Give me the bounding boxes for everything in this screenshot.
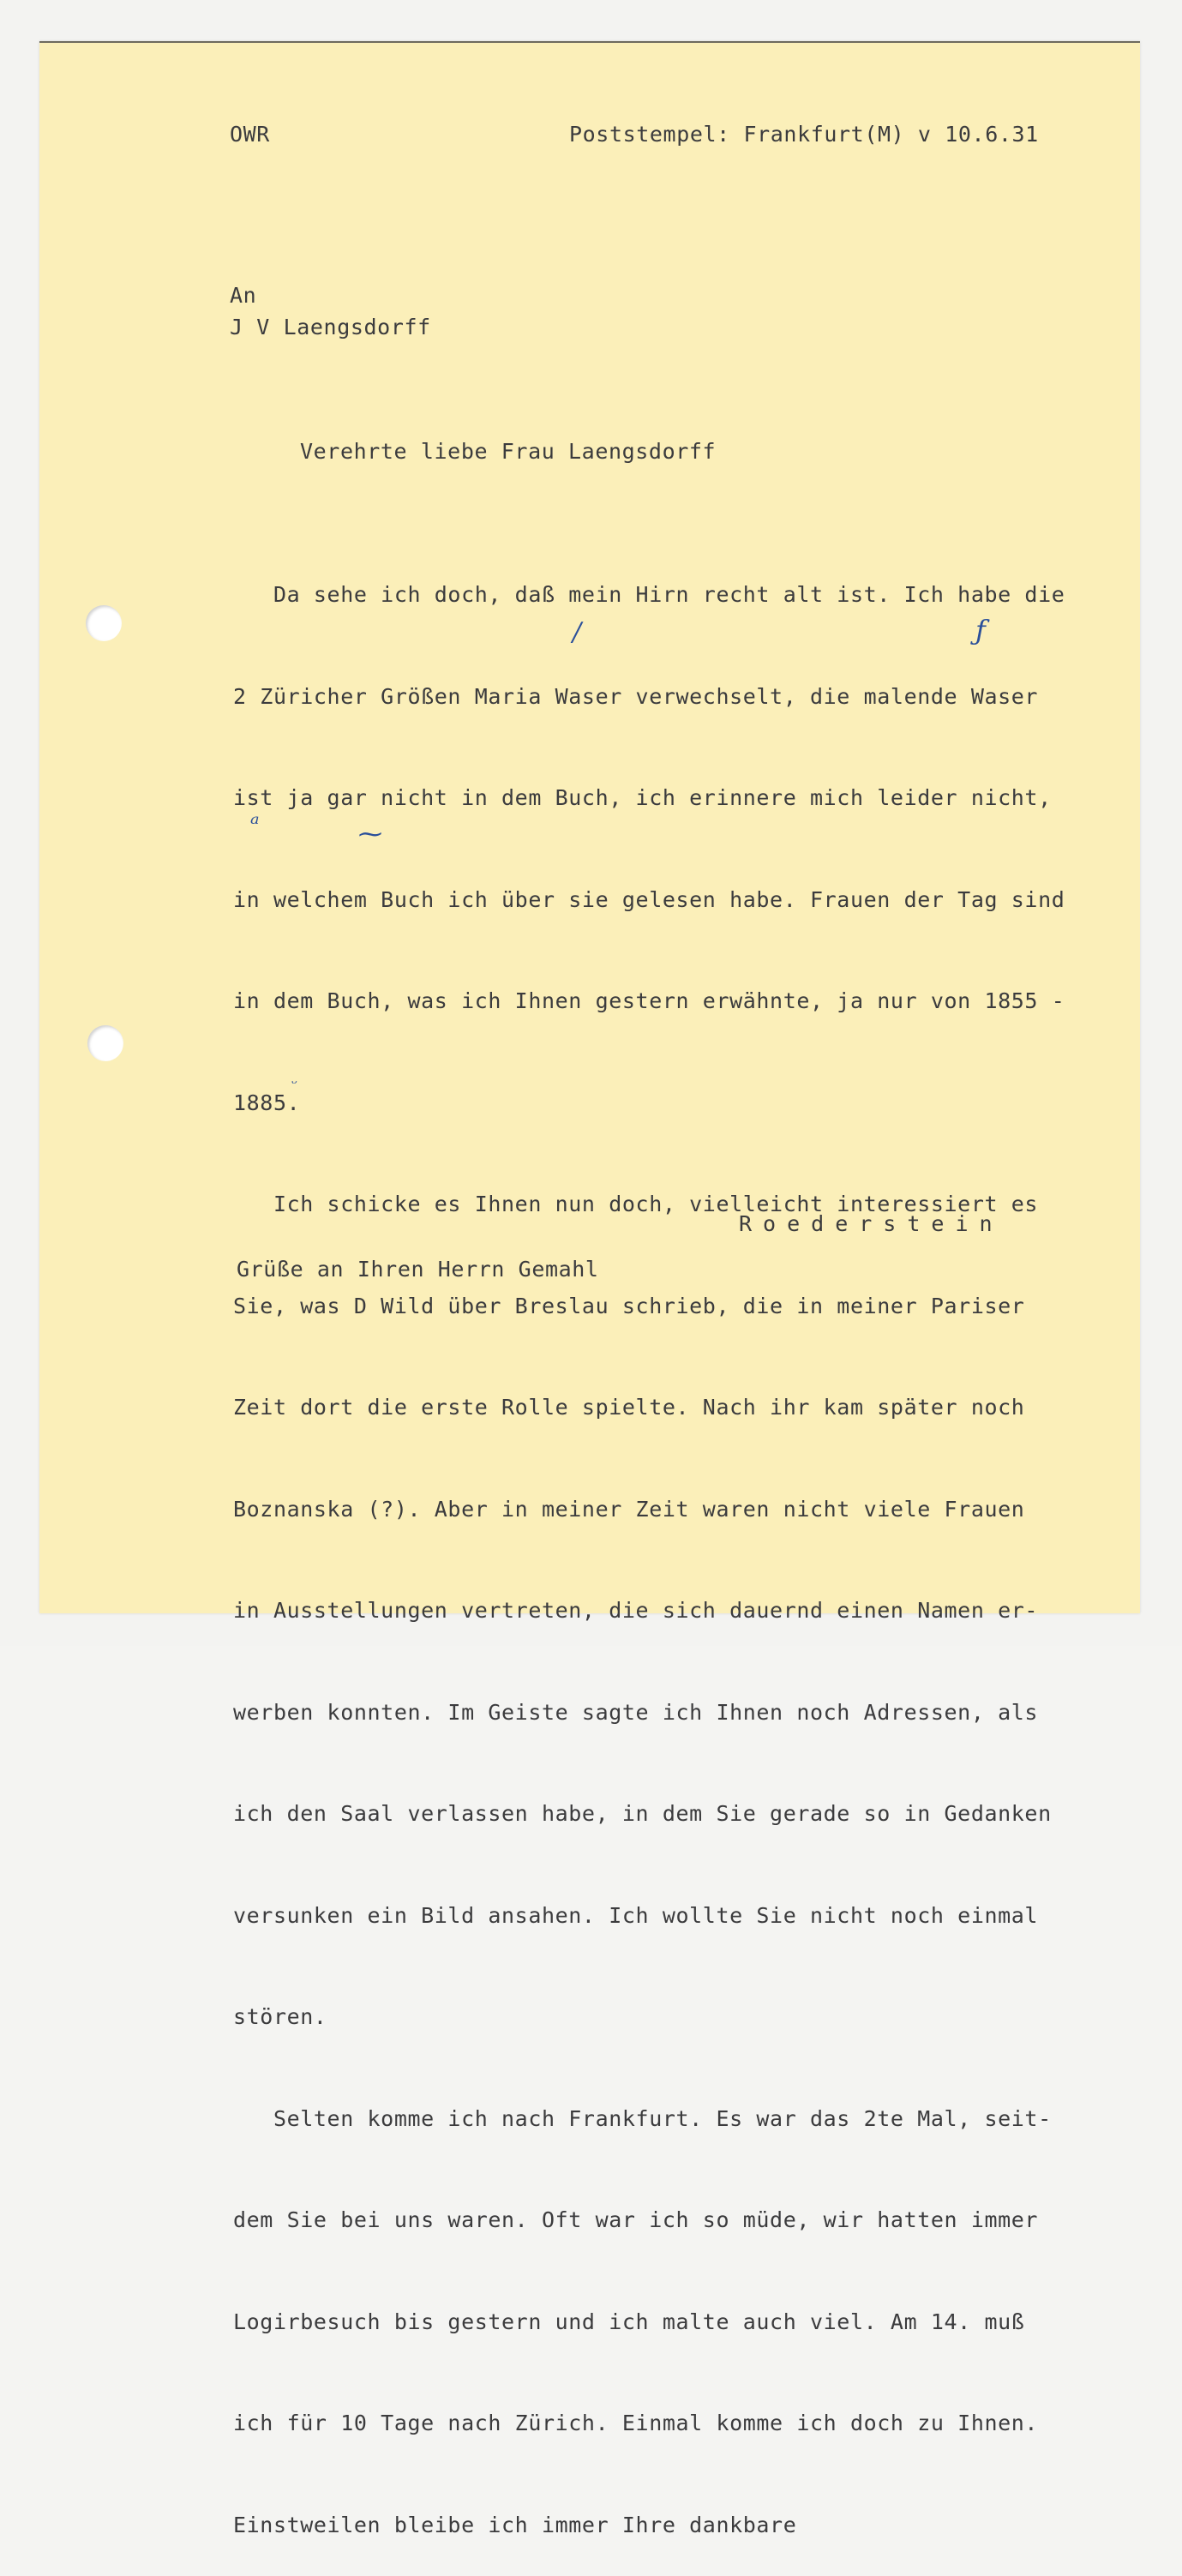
body-line: stören.: [233, 2004, 327, 2029]
body-line: Zeit dort die erste Rolle spielte. Nach ihr kam später noch: [233, 1395, 1025, 1420]
body-line: versunken ein Bild ansahen. Ich wollte Sie nicht noch einmal: [233, 1902, 1039, 1928]
archive-code: OWR: [230, 122, 270, 147]
body-line: ist ja gar nicht in dem Buch, ich erinnere mich leider nicht,: [233, 785, 1052, 810]
handwritten-query-mark: ⁓: [358, 820, 382, 848]
body-line: ich den Saal verlassen habe, in dem Sie gerade so in Gedanken: [233, 1801, 1052, 1826]
body-line: werben konnten. Im Geiste sagte ich Ihnen noch Adressen, als: [233, 1699, 1039, 1725]
handwritten-insertion-mark: ᵃ: [250, 809, 260, 838]
postmark-line: Poststempel: Frankfurt(M) v 10.6.31: [569, 122, 1039, 147]
body-line: ich für 10 Tage nach Zürich. Einmal komme ich doch zu Ihnen.: [233, 2411, 1039, 2435]
salutation: Verehrte liebe Frau Laengsdorff: [300, 439, 717, 464]
body-line: Da sehe ich doch, daß mein Hirn recht alt ist. Ich habe die: [233, 582, 1065, 607]
signature: Roederstein: [739, 1211, 1004, 1236]
handwritten-correction-mark: ƒ: [975, 614, 986, 646]
punch-hole-upper: [86, 605, 122, 641]
body-line: in dem Buch, was ich Ihnen gestern erwähnte, ja nur von 1855 -: [233, 988, 1065, 1013]
body-line: 1885.: [233, 1090, 301, 1115]
body-line: in welchem Buch ich über sie gelesen habe. Frauen der Tag sind: [233, 886, 1065, 912]
body-line: Selten komme ich nach Frankfurt. Es war das 2te Mal, seit-: [233, 2105, 1052, 2131]
handwritten-slash-mark: /: [573, 617, 582, 647]
body-line: Logirbesuch bis gestern und ich malte auch viel. Am 14. muß: [233, 2309, 1025, 2334]
punch-hole-lower: [87, 1025, 123, 1061]
body-line: in Ausstellungen vertreten, die sich dauernd einen Namen er-: [233, 1598, 1039, 1623]
postscript: Grüße an Ihren Herrn Gemahl: [237, 1257, 599, 1282]
body-line: Einstweilen bleibe ich immer Ihre dankbare: [233, 2512, 797, 2537]
body-line: Ich schicke es Ihnen nun doch, vielleicht interessiert es: [233, 1192, 1039, 1216]
body-line: dem Sie bei uns waren. Oft war ich so müde, wir hatten immer: [233, 2207, 1039, 2232]
address-prefix: An: [230, 283, 257, 308]
handwritten-umlaut-mark: ᵕ: [291, 1075, 297, 1093]
body-line: Sie, was D Wild über Breslau schrieb, die in meiner Pariser: [233, 1293, 1025, 1318]
body-line: 2 Züricher Größen Maria Waser verwechselt, die malende Waser: [233, 683, 1039, 709]
body-line: Boznanska (?). Aber in meiner Zeit waren nicht viele Frauen: [233, 1496, 1025, 1522]
recipient-name: J V Laengsdorff: [230, 315, 431, 339]
